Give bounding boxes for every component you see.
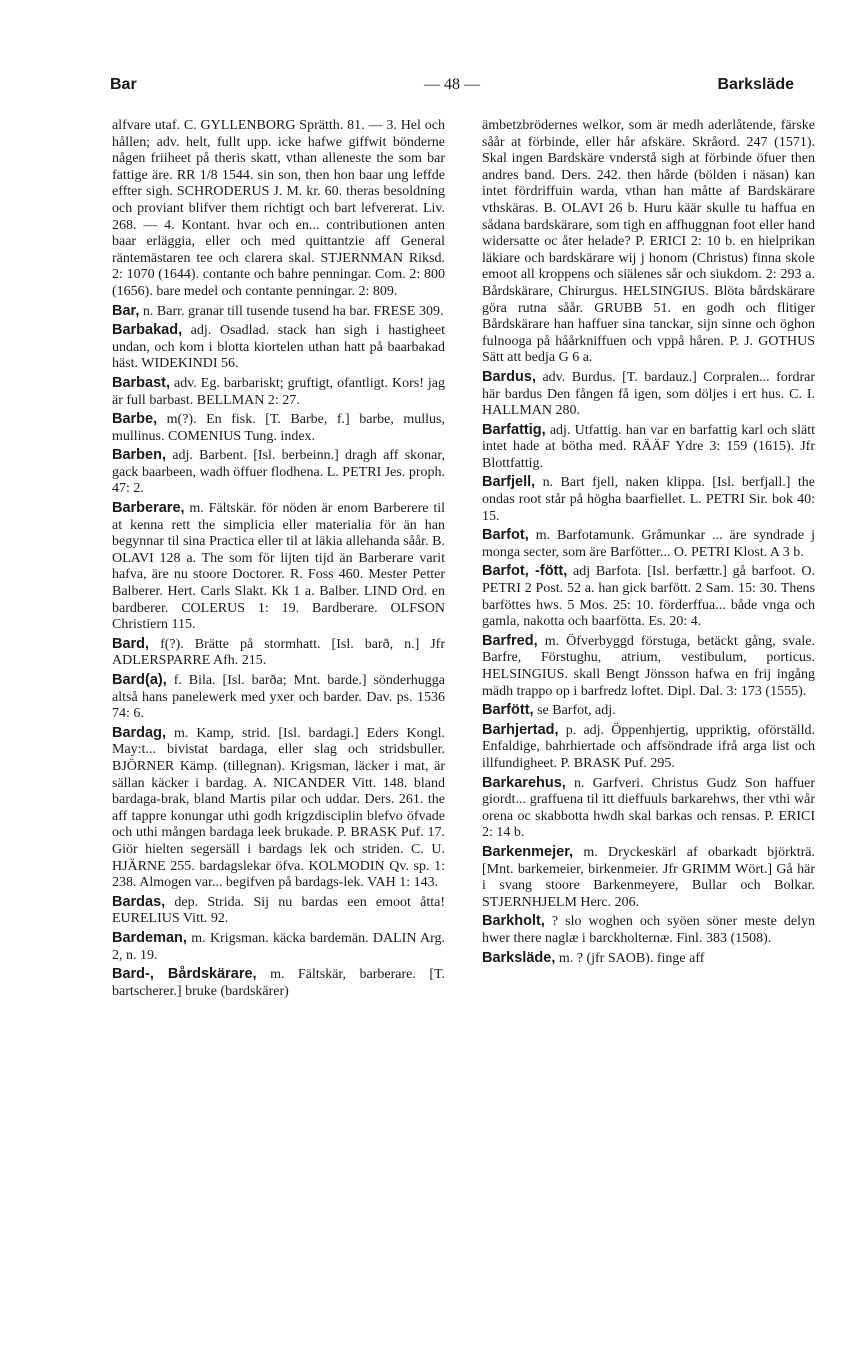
dictionary-entry <box>482 633 815 700</box>
dictionary-entry <box>112 411 445 445</box>
entry-text: f. Bila. [Isl. barða; Mnt. barde.] sönderhugga altså hans panelewerk med yxer och barder. Dav. ps. 1536 74: 6. <box>112 673 445 722</box>
entry-text: f(?). Brätte på stormhatt. [Isl. barð, n.] Jfr ADLERSPARRE Afh. 215. <box>112 636 445 669</box>
dictionary-entry <box>112 636 445 670</box>
entry-text: m. Krigsman. käcka bardemän. DALIN Arg. 2, n. 19. <box>112 930 445 963</box>
dictionary-entry <box>482 950 815 968</box>
headword: Barfot, <box>482 527 529 544</box>
headword: Barberare, <box>112 500 185 517</box>
headword: Barbe, <box>112 411 158 428</box>
entry-text: m. ? (jfr SAOB). finge aff <box>555 950 705 966</box>
headword: Barhjertad, <box>482 721 559 738</box>
headword: Bardus, <box>482 368 536 385</box>
dictionary-entry <box>112 322 445 373</box>
dictionary-entry <box>112 447 445 498</box>
right-column <box>482 116 815 967</box>
dictionary-entry <box>482 118 815 367</box>
entry-text: n. Barr. granar till tusende tusend ha bar. FRESE 309. <box>139 303 444 319</box>
header-last-word: Barksläde <box>717 76 794 93</box>
entry-text: m. Fältskär. för nöden är enom Barberere til at kenna rett the simplicia eller materialia för än han begynnar til sina Practica eller til at läkia allehanda såår. B. OLAVI 128 a. The som för lijten tijd än Barberare varit hafva, äre nu stoore Doctorer. R. Foss 460. Mester Petter Balberer. Hert. Carls Slakt. Kk 1 a. Balber. LIND Ord. en bardberer. COLERUS 1: 19. Bardberare. OLFSON Christiern 115. <box>112 501 445 633</box>
headword: Barben, <box>112 447 166 464</box>
entry-text: n. Garfveri. Christus Gudz Son haffuer giordt... graffuena til itt dieffuuls barkarehws, ther vthi wår orena oc skabbotta hwdh skal barkas och rensas. P. ERICI 2: 14 b. <box>482 775 815 841</box>
dictionary-entry <box>482 722 815 773</box>
header-first-word: Bar <box>110 76 137 93</box>
entry-text: m. Dryckeskärl af obarkadt björkträ. [Mnt. barkemeier, birkenmeier. Jfr GRIMM Wört.] Gå här i svang stoore Barkenmeyere, Bullar och Bolkar. STJERNHJELM Herc. 206. <box>482 844 815 910</box>
dictionary-entry <box>482 527 815 561</box>
entry-text: n. Bart fjell, naken klippa. [Isl. berfjall.] the ondas root står på högha baarfiellet. L. PETRI Sir. bok 40: 15. <box>482 475 815 524</box>
entry-text: adj Barfota. [Isl. berfættr.] gå barfoot. O. PETRI 2 Post. 52 a. han gick barfött. 2 Sam. 15: 30. Thens barföttes hws. 5 Mos. 25: 10. förderffua... både vnga och gamla, nakotta och baarfötta. Es. 20: 4. <box>482 564 815 630</box>
entry-text: p. adj. Öppenhjertig, uppriktig, oförställd. Enfaldige, bahrhiertade och affsöndrade ifrå arga list och illfundigheet. P. BRASK Puf. 295. <box>482 722 815 771</box>
entry-text: adj. Osadlad. stack han sigh i hastigheet undan, och kom i blotta kiortelen uthan hatt på baarbakad häst. WIDEKINDI 56. <box>112 323 445 372</box>
entry-text: dep. Strida. Sij nu bardas een emoot åtta! EURELIUS Vitt. 92. <box>112 894 445 927</box>
headword: Barbakad, <box>112 322 183 339</box>
entry-text: m. Öfverbyggd förstuga, betäckt gång, svale. Barfre, Förstughu, atrium, vestibulum, porticus. HELSINGIUS. skall Bengt Jönsson hafwa en frij ingång mädh trappo op i barfredz loftet. Dipl. Dal. 3: 173 (1555). <box>482 633 815 699</box>
dictionary-entry <box>112 672 445 723</box>
dictionary-entry <box>112 500 445 634</box>
dictionary-entry <box>112 894 445 928</box>
left-column <box>112 116 445 1000</box>
headword: Barfred, <box>482 632 538 649</box>
entry-text: adj. Barbent. [Isl. berbeinn.] dragh aff skonar, gack baarbeen, wadh öffuer flodhena. L. PETRI Jes. proph. 47: 2. <box>112 448 445 497</box>
headword: Barbast, <box>112 374 171 391</box>
headword: Barkenmejer, <box>482 843 574 860</box>
headword: Barkarehus, <box>482 774 566 791</box>
entry-text: ämbetzbrödernes welkor, som är medh aderlåtende, färske såår at förbinde, eller hår afskäre. Skråord. 247 (1571). Skal ingen Bardskäre vnderstå sigh at förbinde öfuer then andres band. Ders. 242. then hårde (bölden i näsan) kan intet fördriffuin warda, vthan han måtte af Bardskärare vthskäras. B. OLAVI 26 b. Huru käär skulle tu haffua en sådana bardskärare, som tigh en affhuggnan foot eller hand widersatte oc åter helade? P. ERICI 2: 10 b. en hielprikan läkiare och bardskärare wij j honom (Christus) finna skole emoot all kroppens och siälenes sår och siukdom. 2: 293 a. Bårdskärare, Chirurgus. HELSINGIUS. Blöta bårdskärare göra rutna såår. GRUBB 51. en godh och flitiger Bårdskärare han haffuer sina tanckar, sijn sinne och öghon fulnooga på håårkniffuen och vppå håren. P. J. GOTHUS Sätt att bedja G 6 a. <box>482 118 815 366</box>
headword: Bar, <box>112 302 140 319</box>
headword: Barfot, -fött, <box>482 563 568 580</box>
dictionary-entry <box>112 118 445 301</box>
entry-text: adv. Eg. barbariskt; gruftigt, ofantligt. Kors! jag är full barbast. BELLMAN 2: 27. <box>112 375 445 408</box>
dictionary-entry <box>112 966 445 1000</box>
dictionary-entry <box>482 702 815 720</box>
entry-text: se Barfot, adj. <box>533 703 616 719</box>
entry-text: m. Kamp, strid. [Isl. bardagi.] Eders Kongl. May:t... bivistat bardaga, eller slag och stridsbuller. BJÖRNER Kämp. (tillegnan). Krigsman, läcker i mat, är sällan käcker i bardag. A. NICANDER Vitt. 148. bland bardaga-brak, bland Martis pilar och uddar. Ders. 261. the aff tappre konungar uthi godh krigzdisciplin blefvo öfvade och uthi mången bardaga leek brukade. P. BRASK Puf. 17. Giör hielten segersäll i bardags lek och striden. C. U. HJÄRNE 255. bardagslekar öfva. KOLMODIN Qv. sp. 1: 238. Almogen var... begifven på bardags-lek. VAH 1: 143. <box>112 725 445 891</box>
entry-text: m. Fältskär, barberare. [T. bartscherer.] bruke (bardskärer) <box>112 967 446 999</box>
headword: Bardas, <box>112 893 166 910</box>
dictionary-entry <box>482 563 815 630</box>
headword: Bardeman, <box>112 929 187 946</box>
page-header <box>110 72 794 102</box>
headword: Barkholt, <box>482 913 545 930</box>
entry-text: ? slo woghen och syöen söner meste delyn hwer there naglæ i barckholternæ. Finl. 383 (1508). <box>482 914 815 946</box>
headword: Barfattig, <box>482 421 546 438</box>
entry-text: m(?). En fisk. [T. Barbe, f.] barbe, mullus, mullinus. COMENIUS Tung. index. <box>112 412 445 444</box>
entry-text: adv. Burdus. [T. bardauz.] Corpralen... fordrar här bardus Den fången få igen, som döljes i ert hus. C. I. HALLMAN 280. <box>482 369 815 419</box>
dictionary-entry <box>482 369 815 420</box>
headword: Bard(a), <box>112 672 167 688</box>
dictionary-entry <box>482 844 815 911</box>
headword: Bardag, <box>112 724 166 741</box>
dictionary-entry <box>112 930 445 964</box>
dictionary-entry <box>482 913 815 947</box>
entry-text: m. Barfotamunk. Gråmunkar ... äre syndrade j monga secter, som äre Barfötter... O. PETRI Klost. A 3 b. <box>482 528 815 560</box>
entry-text: adj. Utfattig. han var en barfattig karl och slätt intet hade at bötha med. RÄÄF Ydre 3: 159 (1615). Jfr Blottfattig. <box>482 422 815 471</box>
dictionary-entry <box>112 375 445 409</box>
entry-text: alfvare utaf. C. GYLLENBORG Sprätth. 81. — 3. Hel och hållen; adv. helt, fullt upp. icke hafwe giffwit bönderne någen friiheet på theris skatt, vthan alleneste the som bar fattige äre. RR 1/8 1544. sin son, then hon baar ung leffde effter sigh. SCHRODERUS J. M. kr. 60. theras besoldning och proviant blifver them richtigt och bart lefvererat. Liv. 268. — 4. Kontant. hvar och en... contributionen anten baar erläggia, eller och med quittantzie aff General räntemästaren tee och clarera skal. STJERNMAN Riksd. 2: 1070 (1644). contante och bahre penningar. Com. 2: 800 (1656). bare medel och contante penningar. 2: 809. <box>112 118 445 299</box>
dictionary-entry <box>482 422 815 473</box>
headword: Barksläde, <box>482 949 556 966</box>
headword: Barfjell, <box>482 474 536 491</box>
headword: Bard, <box>112 635 150 652</box>
headword: Bard-, Bårdskärare, <box>112 966 257 983</box>
dictionary-entry <box>112 725 445 892</box>
dictionary-entry <box>482 775 815 842</box>
headword: Barfött, <box>482 702 534 719</box>
dictionary-entry <box>482 474 815 525</box>
page-number: — 48 — <box>424 76 480 93</box>
dictionary-entry <box>112 303 445 321</box>
